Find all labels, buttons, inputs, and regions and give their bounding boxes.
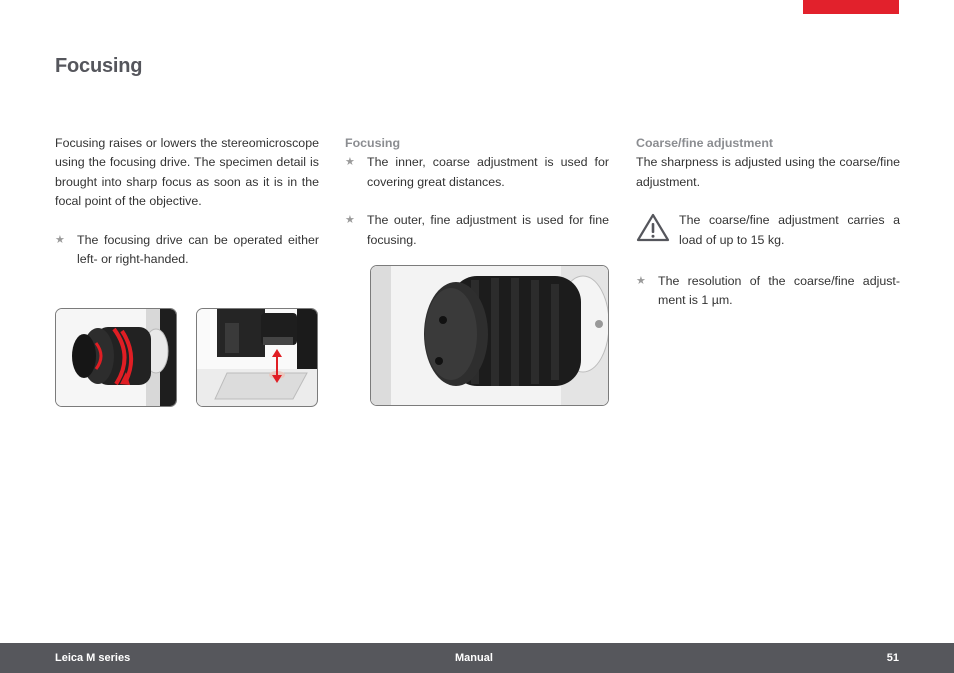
page-title: Focusing xyxy=(55,55,143,77)
bullet-item xyxy=(636,272,900,311)
page-number: 51 xyxy=(886,652,899,664)
bullet-item xyxy=(55,231,319,270)
warning-text: The coarse/fine adjustment carries a load of up to 15 kg. xyxy=(679,213,900,247)
warning-triangle-icon xyxy=(636,213,670,242)
page-footer xyxy=(0,643,954,673)
accent-tab xyxy=(803,0,899,14)
bullet-text: The outer, fine adjustment is used for fine focusing. xyxy=(367,213,609,247)
intro-paragraph: Focusing raises or lowers the stereomicroscope using the focusing drive. The specimen detail is brought into sharp focus as soon as it is in the focal point of the objective. xyxy=(55,136,319,209)
focus-knob-rotation-photo xyxy=(55,308,177,407)
bullet-item xyxy=(345,153,609,192)
star-bullet-icon: ★ xyxy=(55,233,65,246)
intro-paragraph: The sharpness is adjusted using the coarse/fine adjustment. xyxy=(636,155,900,189)
star-bullet-icon: ★ xyxy=(345,156,355,169)
coarse-fine-knob-photo xyxy=(370,265,609,406)
subheading: Coarse/fine adjustment xyxy=(636,136,774,150)
column-left xyxy=(55,134,319,269)
subheading: Focusing xyxy=(345,136,401,150)
footer-document: Manual xyxy=(455,652,493,664)
bullet-item xyxy=(345,211,609,250)
bullet-text: The inner, coarse adjustment is used for covering great distances. xyxy=(367,155,609,189)
footer-product: Leica M series xyxy=(55,652,131,664)
column-right xyxy=(636,134,900,311)
star-bullet-icon: ★ xyxy=(345,214,355,227)
objective-stage-photo xyxy=(196,308,318,407)
bullet-text: The resolution of the coarse/fine adjust-ment is 1 µm. xyxy=(658,274,900,308)
warning-note xyxy=(636,211,900,250)
column-middle xyxy=(345,134,609,250)
star-bullet-icon: ★ xyxy=(636,275,646,288)
bullet-text: The focusing drive can be operated either left- or right-handed. xyxy=(77,232,319,267)
